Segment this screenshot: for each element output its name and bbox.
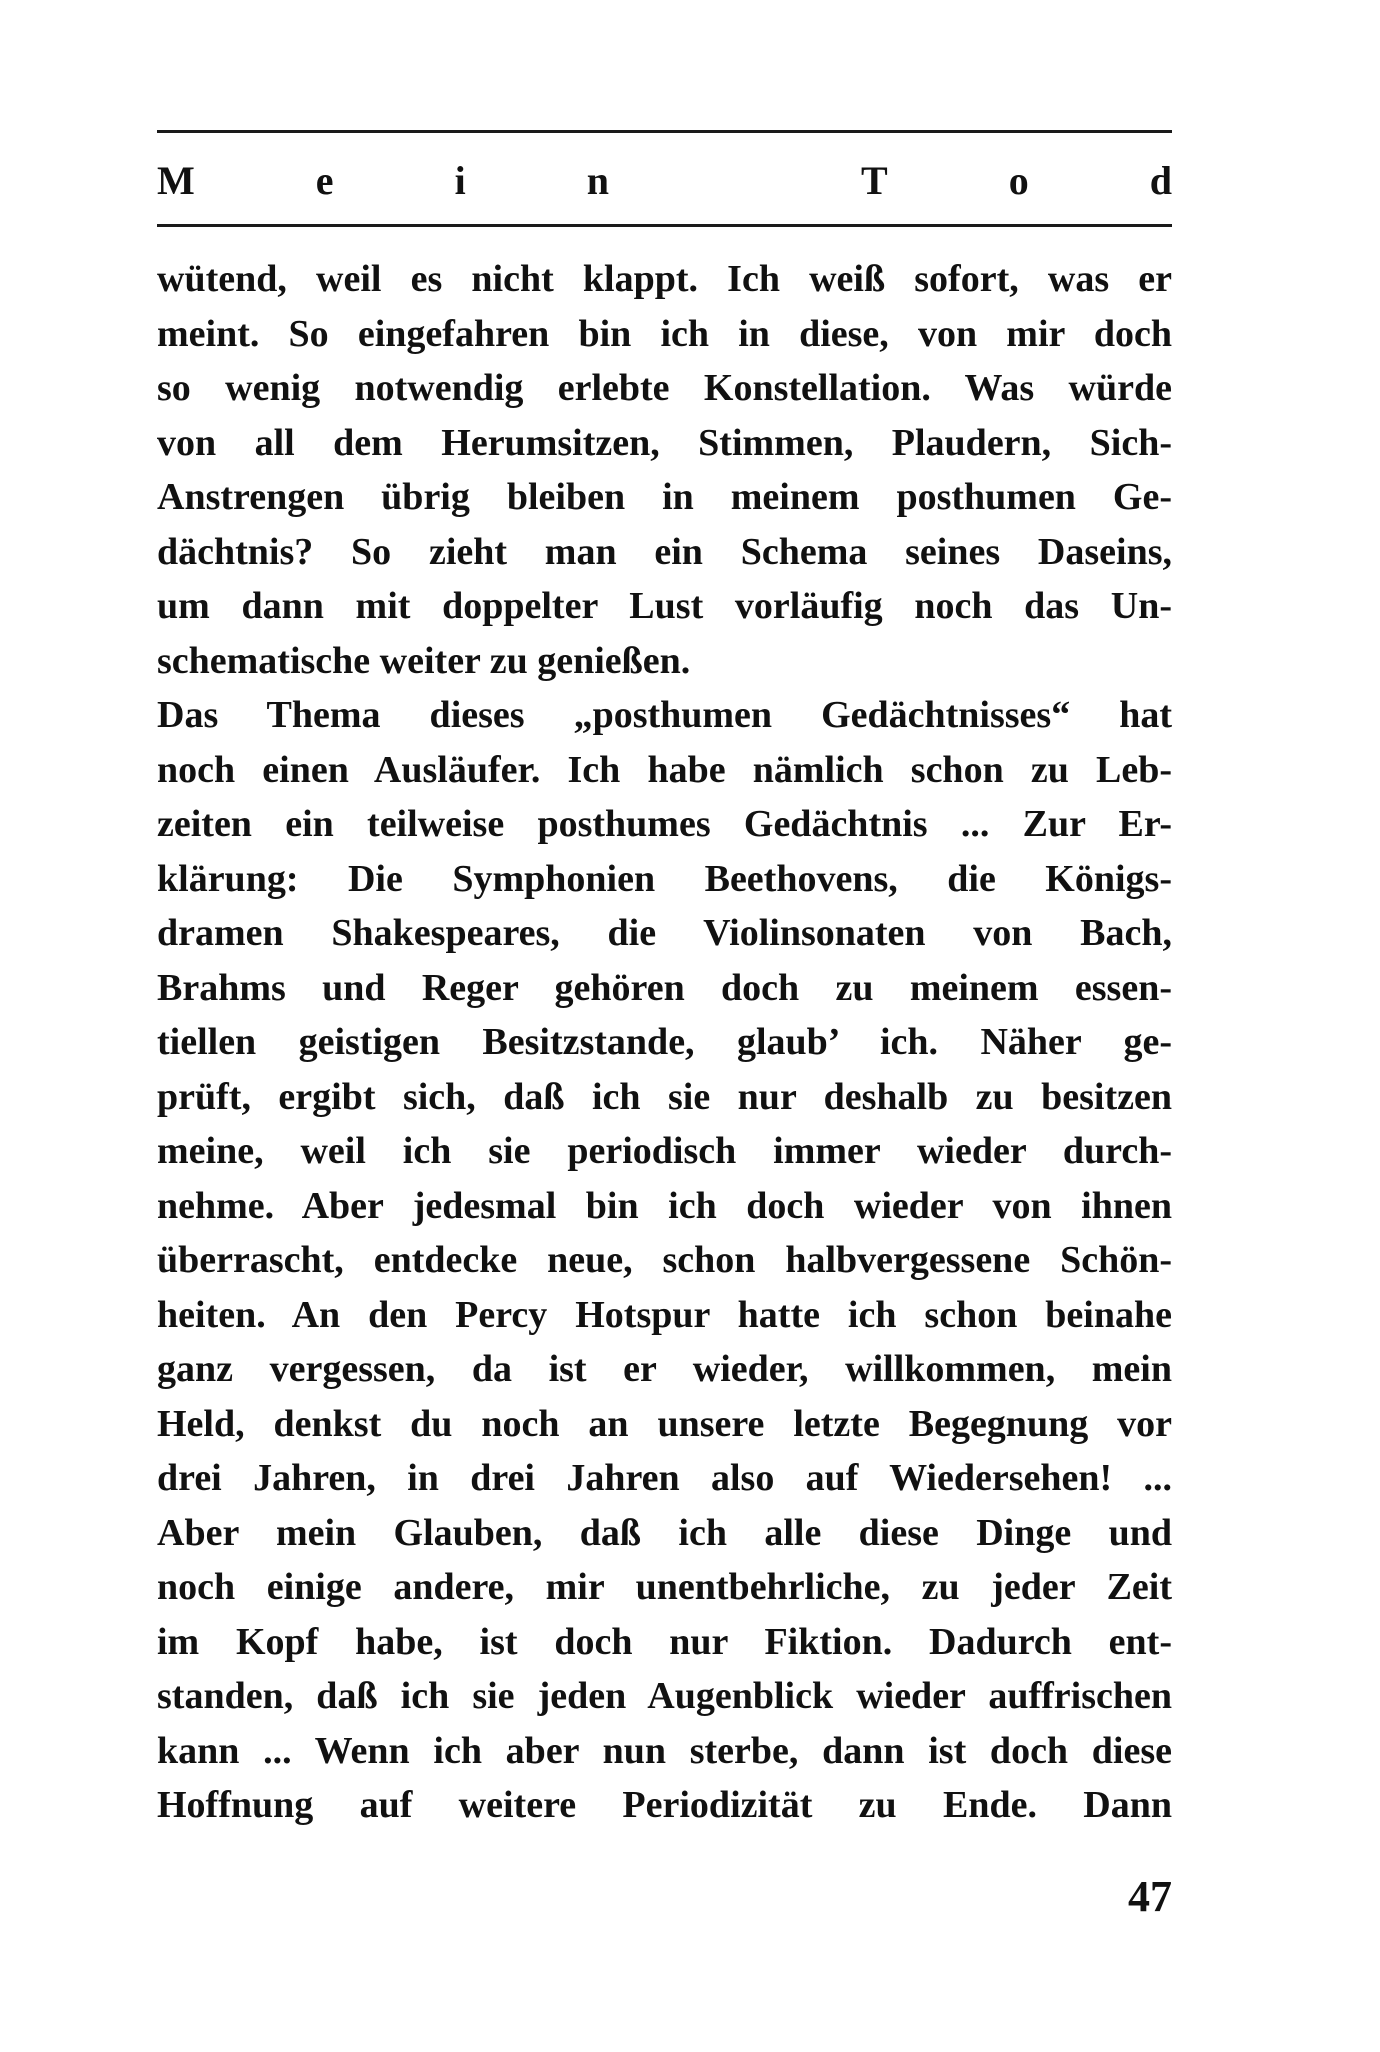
running-title-letter: d [1149, 157, 1172, 203]
running-title-letter: i [454, 157, 466, 203]
text-line: drei Jahren, in drei Jahren also auf Wiedersehen! ... [157, 1457, 1172, 1499]
text-line: kann ... Wenn ich aber nun sterbe, dann ist doch diese [157, 1729, 1172, 1772]
text-line: noch einen Ausläufer. Ich habe nämlich schon zu Leb- [157, 748, 1172, 791]
text-line: tiellen geistigen Besitzstande, glaub’ ich. Näher ge- [157, 1021, 1172, 1063]
text-line: Aber mein Glauben, daß ich alle diese Dinge und [157, 1511, 1172, 1554]
running-title-letter: M [157, 157, 195, 203]
text-line: meine, weil ich sie periodisch immer wieder durch- [157, 1130, 1172, 1172]
header-rule-top [157, 130, 1172, 133]
text-line: um dann mit doppelter Lust vorläufig noch das Un- [157, 585, 1172, 627]
running-title-letter [730, 157, 740, 204]
running-title [157, 150, 1172, 210]
text-line: klärung: Die Symphonien Beethovens, die Königs- [157, 857, 1172, 900]
text-line: dächtnis? So zieht man ein Schema seines Daseins, [157, 530, 1172, 573]
text-line: Held, denkst du noch an unsere letzte Begegnung vor [157, 1402, 1172, 1445]
header-rule-bottom [157, 224, 1172, 227]
text-line: zeiten ein teilweise posthumes Gedächtnis ... Zur Er- [157, 803, 1172, 845]
text-line: so wenig notwendig erlebte Konstellation. Was würde [157, 367, 1172, 409]
text-line: nehme. Aber jedesmal bin ich doch wieder von ihnen [157, 1184, 1172, 1227]
text-line: Anstrengen übrig bleiben in meinem posthumen Ge- [157, 476, 1172, 518]
body-text [157, 252, 1172, 1833]
text-line: Brahms und Reger gehören doch zu meinem essen- [157, 966, 1172, 1009]
text-line: im Kopf habe, ist doch nur Fiktion. Dadurch ent- [157, 1620, 1172, 1663]
text-line: meint. So eingefahren bin ich in diese, von mir doch [157, 312, 1172, 355]
text-line: wütend, weil es nicht klappt. Ich weiß sofort, was er [157, 258, 1172, 300]
text-line: noch einige andere, mir unentbehrliche, zu jeder Zeit [157, 1566, 1172, 1608]
text-line: dramen Shakespeares, die Violinsonaten von Bach, [157, 912, 1172, 954]
running-title-letter: n [586, 157, 609, 203]
text-line: prüft, ergibt sich, daß ich sie nur deshalb zu besitzen [157, 1075, 1172, 1118]
text-line: ganz vergessen, da ist er wieder, willkommen, mein [157, 1348, 1172, 1390]
text-line: schematische weiter zu genießen. [157, 639, 691, 682]
running-title-letter: e [315, 157, 334, 203]
text-line: heiten. An den Percy Hotspur hatte ich schon beinahe [157, 1293, 1172, 1336]
page-number: 47 [1128, 1872, 1172, 1921]
text-line: Das Thema dieses „posthumen Gedächtnisses“ hat [157, 694, 1172, 736]
running-title-letter: o [1008, 157, 1029, 203]
text-line: Hoffnung auf weitere Periodizität zu Ende. Dann [157, 1784, 1172, 1826]
text-line: von all dem Herumsitzen, Stimmen, Plaudern, Sich- [157, 421, 1172, 464]
running-title-letter: T [860, 157, 888, 203]
text-line: überrascht, entdecke neue, schon halbvergessene Schön- [157, 1239, 1172, 1281]
text-line: standen, daß ich sie jeden Augenblick wieder auffrischen [157, 1675, 1172, 1717]
